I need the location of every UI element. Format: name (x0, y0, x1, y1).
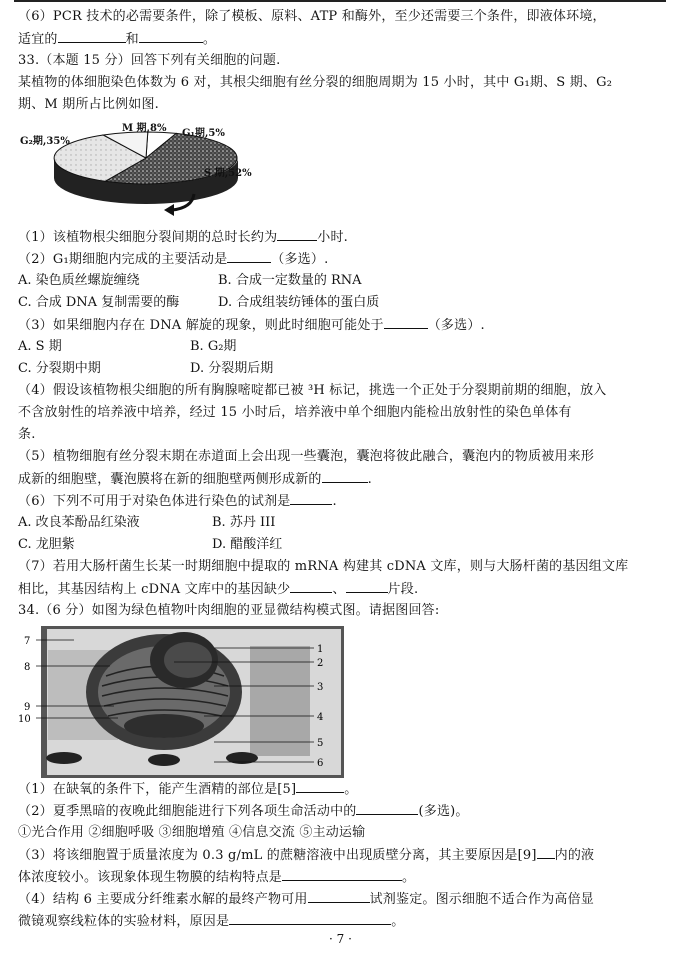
top-rule (14, 0, 666, 2)
answer-blank[interactable] (308, 888, 370, 903)
q33-p2-option-a: A. 染色质丝螺旋缠绕 (18, 273, 140, 288)
q33-title: 33.（本题 15 分）回答下列有关细胞的问题. (18, 53, 281, 68)
q33-part-3: （3）如果细胞内存在 DNA 解旋的现象，则此时细胞可能处于 （多选）. (18, 314, 668, 337)
q33-part-4-line-1: （4）假设该植物根尖细胞的所有胸腺嘧啶都已被 ³H 标记，挑选一个正处于分裂期前期的细胞，放入 (18, 383, 607, 398)
answer-blank[interactable] (277, 226, 317, 241)
answer-blank[interactable] (346, 578, 388, 593)
q34-part-4-line-2: 微镜观察线粒体的实验材料，原因是 。 (18, 910, 668, 933)
pcr-line-2: 适宜的 和 。 (18, 28, 668, 51)
q33-part-7-line-2: 相比，其基因结构上 cDNA 文库中的基因缺少 、 片段. (18, 578, 668, 601)
diagram-label-3: 3 (317, 682, 324, 693)
rotation-arrow-head (164, 204, 174, 216)
page-number: · 7 · (329, 932, 352, 946)
er-region (250, 646, 310, 756)
pie-label-g1: G₁期,5% (182, 128, 225, 139)
q34-part-3-line-1: （3）将该细胞置于质量浓度为 0.3 g/mL 的蔗糖溶液中出现质壁分离，其主要原因是[9] 内的液 (18, 844, 668, 867)
q34-part-3-line-2: 体浓度较小。该现象体现生物膜的结构特点是 。 (18, 866, 668, 889)
diagram-label-8: 8 (24, 662, 31, 673)
q33-part-2: （2）G₁期细胞内完成的主要活动是 （多选）. (18, 248, 668, 271)
q34-part-1: （1）在缺氧的条件下，能产生酒精的部位是[5] 。 (18, 778, 668, 801)
q34-title: 34.（6 分）如图为绿色植物叶肉细胞的亚显微结构模式图。请据图回答: (18, 603, 440, 618)
q33-part-6: （6）下列不可用于对染色体进行染色的试剂是 . (18, 490, 668, 513)
diagram-label-4: 4 (317, 712, 324, 723)
diagram-label-5: 5 (317, 738, 324, 749)
vesicle-2 (148, 754, 180, 766)
answer-blank[interactable] (139, 28, 203, 43)
q33-p2-option-c: C. 合成 DNA 复制需要的酶 (18, 295, 180, 310)
diagram-label-2: 2 (317, 658, 324, 669)
answer-blank[interactable] (290, 490, 332, 505)
answer-blank[interactable] (537, 844, 555, 859)
pie-label-s: S 期,52% (204, 168, 252, 179)
q33-p3-option-d: D. 分裂期后期 (190, 361, 274, 376)
nucleolus (164, 642, 212, 678)
q33-p3-option-a: A. S 期 (18, 339, 62, 354)
answer-blank[interactable] (229, 910, 391, 925)
diagram-label-1: 1 (317, 644, 324, 655)
q33-p2-option-b: B. 合成一定数量的 RNA (218, 273, 362, 288)
diagram-label-7: 7 (24, 636, 31, 647)
q33-part-5-line-1: （5）植物细胞有丝分裂末期在赤道面上会出现一些囊泡，囊泡将彼此融合，囊泡内的物质被用来形 (18, 449, 595, 464)
q33-p3-option-c: C. 分裂期中期 (18, 361, 101, 376)
q33-p6-option-a: A. 改良苯酚品红染液 (18, 515, 140, 530)
pie-label-m: M 期,8% (122, 123, 167, 134)
answer-blank[interactable] (356, 800, 418, 815)
diagram-label-6: 6 (317, 758, 324, 769)
answer-blank[interactable] (322, 468, 368, 483)
q33-part-4-line-3: 条. (18, 427, 36, 442)
plant-cell-diagram (14, 626, 344, 778)
q33-part-1: （1）该植物根尖细胞分裂间期的总时长约为 小时. (18, 226, 668, 249)
q33-p6-option-b: B. 苏丹 III (212, 515, 276, 530)
answer-blank[interactable] (282, 866, 402, 881)
q33-part-4-line-2: 不含放射性的培养液中培养，经过 15 小时后，培养液中单个细胞内能检出放射性的染色单体有 (18, 405, 572, 420)
q33-intro-2: 期、M 期所占比例如图. (18, 97, 159, 112)
cell-cycle-pie-chart (14, 118, 274, 222)
q33-part-5-line-2: 成新的细胞壁，囊泡膜将在新的细胞壁两侧形成新的 . (18, 468, 668, 491)
q33-part-7-line-1: （7）若用大肠杆菌生长某一时期细胞中提取的 mRNA 构建其 cDNA 文库，则与大肠杆菌的基因组文库 (18, 559, 629, 574)
pie-label-g2: G₂期,35% (20, 136, 70, 147)
q33-p6-option-c: C. 龙胆紫 (18, 537, 75, 552)
q34-part-2: （2）夏季黑暗的夜晚此细胞能进行下列各项生命活动中的 (多选)。 (18, 800, 668, 823)
vesicle-1 (46, 752, 82, 764)
q33-intro-1: 某植物的体细胞染色体数为 6 对，其根尖细胞有丝分裂的细胞周期为 15 小时，其中 G₁期、S 期、G₂ (18, 75, 613, 90)
pcr-line-1: （6）PCR 技术的必需要条件，除了模板、原料、ATP 和酶外，至少还需要三个条件，即液体环境， (18, 9, 606, 24)
answer-blank[interactable] (384, 314, 428, 329)
answer-blank[interactable] (290, 578, 332, 593)
q33-p3-option-b: B. G₂期 (190, 339, 237, 354)
answer-blank[interactable] (227, 248, 271, 263)
q34-part-4-line-1: （4）结构 6 主要成分纤维素水解的最终产物可用 试剂鉴定。图示细胞不适合作为高倍显 (18, 888, 668, 911)
q33-p2-option-d: D. 合成组装纺锤体的蛋白质 (218, 295, 380, 310)
mitochondrion (124, 714, 204, 738)
diagram-label-10: 10 (18, 714, 31, 725)
diagram-label-9: 9 (24, 702, 31, 713)
q34-part-2-options: ①光合作用 ②细胞呼吸 ③细胞增殖 ④信息交流 ⑤主动运输 (18, 825, 366, 840)
q33-p6-option-d: D. 醋酸洋红 (212, 537, 283, 552)
answer-blank[interactable] (58, 28, 126, 43)
answer-blank[interactable] (296, 778, 344, 793)
